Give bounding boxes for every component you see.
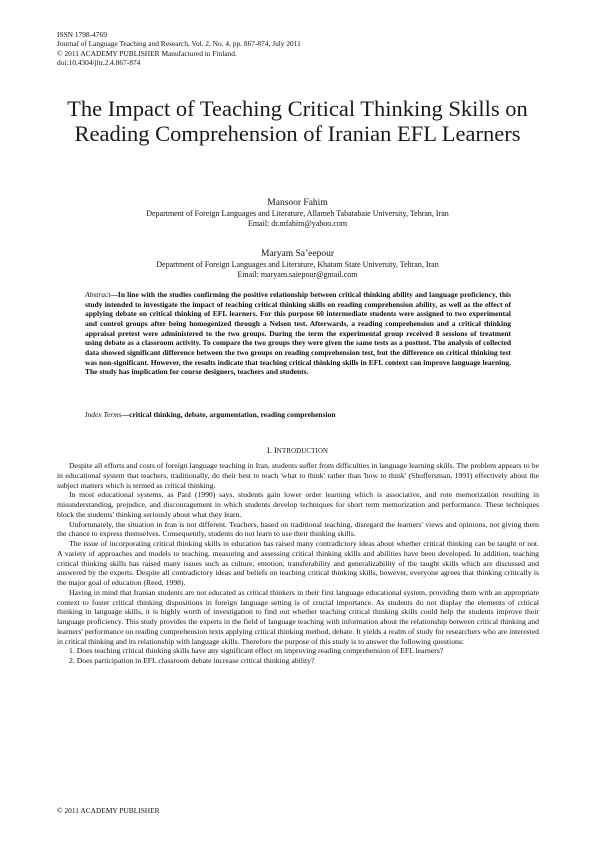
paragraph: Despite all efforts and costs of foreign language teaching in Iran, students suffer from difficulties in language learning skills. The problem appears to be in educational system that teachers, traditionally, do their best to teach 'what to think' rather than 'how to think' (Shuffersman, 1991) effectively about the subject matters which is termed as critical thinking. <box>57 461 539 490</box>
author-email: Email: dr.mfahim@yahoo.com <box>247 219 348 229</box>
research-question-2: 2. Does participation in EFL classroom debate increase critical thinking ability? <box>69 656 315 665</box>
issn: ISSN 1798-4769 <box>57 30 107 39</box>
section-number: I. <box>266 445 272 455</box>
author-affiliation: Department of Foreign Languages and Literature, Allameh Tabatabaie University, Tehran, Iran <box>146 209 449 218</box>
author-block-1 <box>40 197 555 230</box>
author-block-2 <box>40 248 555 281</box>
paragraph: Unfortunately, the situation in Iran is not different. Teachers, based on traditional teaching, disregard the learners' views and opinions, not giving them the chance to express themselves. Consequently, students do not learn to use their thinking skills. <box>57 519 539 539</box>
paragraph: The issue of incorporating critical thinking skills in education has raised many contradictory ideas about whether critical thinking can be taught or not. A variety of approaches and models to teaching, measuring and assessing critical thinking skills and abilities have been developed. In addition, teaching critical thinking skills has raised many issues such as culture, emotion, transferability and generalizability of the taught skills which are discussed and answered by the experts. Despite all contradictory ideas and beliefs on teaching critical thinking skills, however, everyone agrees that thinking critically is the major goal of education (Reed, 1998). <box>57 539 539 587</box>
journal-citation: Journal of Language Teaching and Research, Vol. 2, No. 4, pp. 867-874, July 2011 <box>57 39 301 49</box>
author-name: Mansoor Fahim <box>267 198 328 208</box>
index-terms-text: —critical thinking, debate, argumentation, reading comprehension <box>121 410 336 419</box>
abstract-label: Abstract <box>85 290 111 299</box>
abstract-text: —In line with the studies confirming the positive relationship between critical thinking ability and language proficiency, this study intended to investigate the impact of teaching critical thinking skills on reading comprehension ability, as well as the effect of applying debate on critical thinking of EFL learners. For this purpose 60 intermediate students were assigned to two experimental and control groups after being homogenized through a Nelson test. Afterwards, a reading comprehension and a critical thinking appraisal pretest were administered to the two groups. During the term the experimental group received 8 sessions of treatment using debate as a classroom activity. To compare the two groups they were given the same tests as a posttest. The analysis of collected data showed significant difference between the two groups on reading comprehension test, but the difference on critical thinking test was non-significant. However, the results indicate that teaching critical thinking skills in EFL context can improve language learning. The study has implication for course designers, teachers and students. <box>85 290 511 377</box>
paragraph: Having in mind that Iranian students are not educated as critical thinkers in their first language educational system, providing them with an appropriate context to foster critical thinking dispositions in foreign language setting is of crucial importance. As students do not display the elements of critical thinking in language skills, it is highly worth of investigation to find out whether teaching critical thinking skills could help the students improve their language proficiency. This study provides the experts in the field of language teaching with information about the relationship between critical thinking and learners' performance on reading comprehension texts applying critical thinking method, debate. It yields a realm of study for researchers who are interested in critical thinking and its relationship with language skills. Therefore the purpose of this study is to answer the following questions: <box>57 587 539 646</box>
author-email: Email: maryam.saiepour@gmail.com <box>237 270 358 280</box>
paragraph: In most educational systems, as Paul (1990) says, students gain lower order learning which is associative, and rote memorization resulting in misunderstanding, prejudice, and discouragement in which students develop techniques for short term memorization and performance. These techniques block the students' thinking seriously about what they learn. <box>57 490 539 519</box>
author-affiliation: Department of Foreign Languages and Literature, Khatam State University, Tehran, Iran <box>156 260 439 269</box>
journal-header <box>57 30 537 67</box>
index-terms <box>85 410 511 420</box>
abstract <box>85 290 511 377</box>
doi: doi:10.4304/jltr.2.4.867-874 <box>57 57 141 67</box>
author-name: Maryam Sa’eepour <box>260 249 335 259</box>
section-title-rest: NTRODUCTION <box>276 448 329 455</box>
index-terms-label: Index Terms <box>85 410 122 419</box>
paper-title: The Impact of Teaching Critical Thinking Skills on Reading Comprehension of Iranian EFL Learners <box>67 96 528 146</box>
research-question-1: 1. Does teaching critical thinking skills have any significant effect on improving reading comprehension of EFL learners? <box>69 646 444 656</box>
copyright-line: © 2011 ACADEMY PUBLISHER Manufactured in Finland. <box>57 48 237 58</box>
body-text <box>57 461 539 666</box>
page-footer: © 2011 ACADEMY PUBLISHER <box>57 806 160 815</box>
section-initial: I <box>274 445 277 455</box>
section-heading <box>40 445 555 457</box>
